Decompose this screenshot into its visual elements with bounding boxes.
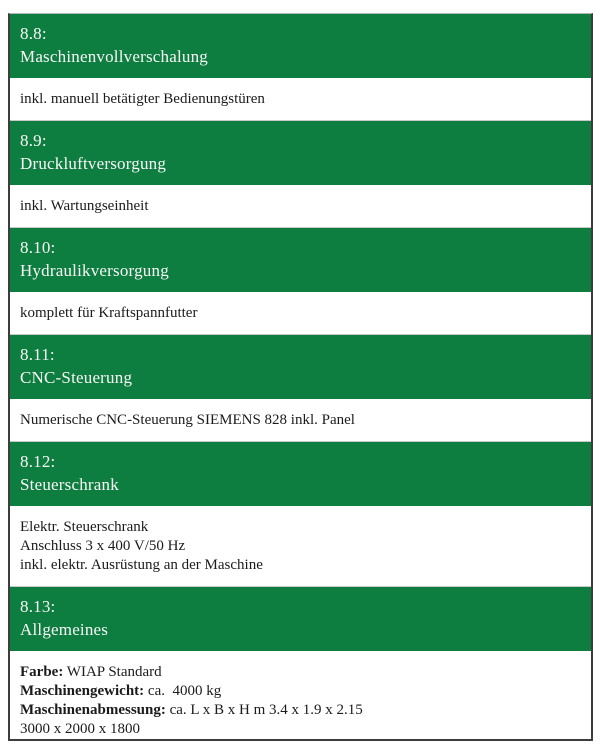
section-8-11 — [10, 334, 591, 441]
field-label: Maschinenabmessung: — [20, 702, 166, 718]
section-body-line: inkl. Wartungseinheit — [20, 198, 149, 214]
section-8-9 — [10, 120, 591, 227]
section-header — [10, 227, 591, 292]
section-title: Steuerschrank — [20, 475, 119, 494]
section-header — [10, 441, 591, 506]
section-number: 8.11: — [20, 345, 55, 364]
field-label: Maschinengewicht: — [20, 683, 145, 699]
section-body-line — [20, 720, 581, 739]
section-body-line — [20, 663, 581, 682]
section-title: Maschinenvollverschalung — [20, 47, 208, 66]
section-number: 8.12: — [20, 452, 56, 471]
section-title: CNC-Steuerung — [20, 368, 133, 387]
section-body-line — [20, 682, 581, 701]
field-value: ca. L x B x H m 3.4 x 1.9 x 2.15 — [165, 702, 363, 718]
section-number: 8.10: — [20, 238, 56, 257]
section-header — [10, 586, 591, 651]
section-header — [10, 334, 591, 399]
section-body — [10, 399, 591, 441]
section-body-line: Numerische CNC-Steuerung SIEMENS 828 inkl. Panel — [20, 412, 355, 428]
section-number: 8.13: — [20, 597, 56, 616]
field-value: 3000 x 2000 x 1800 — [20, 721, 140, 737]
section-8-8 — [10, 14, 591, 120]
section-body — [10, 506, 591, 586]
section-body-line: inkl. elektr. Ausrüstung an der Maschine — [20, 557, 263, 573]
section-title: Hydraulikversorgung — [20, 261, 169, 280]
section-title: Allgemeines — [20, 620, 109, 639]
section-8-13 — [10, 586, 591, 741]
section-8-10 — [10, 227, 591, 334]
section-body-line: inkl. manuell betätigter Bedienungstüren — [20, 91, 265, 107]
section-number: 8.8: — [20, 24, 47, 43]
section-body-line: Anschluss 3 x 400 V/50 Hz — [20, 538, 186, 554]
section-header — [10, 120, 591, 185]
document-page — [8, 13, 593, 741]
field-value: WIAP Standard — [63, 664, 162, 680]
section-title: Druckluftversorgung — [20, 154, 167, 173]
section-body — [10, 651, 591, 741]
section-body — [10, 78, 591, 120]
section-body-line: komplett für Kraftspannfutter — [20, 305, 198, 321]
section-number: 8.9: — [20, 131, 47, 150]
section-body — [10, 292, 591, 334]
section-body — [10, 185, 591, 227]
section-8-12 — [10, 441, 591, 586]
section-body-line: Elektr. Steuerschrank — [20, 519, 149, 535]
field-value: ca. 4000 kg — [144, 683, 222, 699]
field-label: Farbe: — [20, 664, 64, 680]
section-body-line — [20, 701, 581, 720]
section-header — [10, 14, 591, 78]
